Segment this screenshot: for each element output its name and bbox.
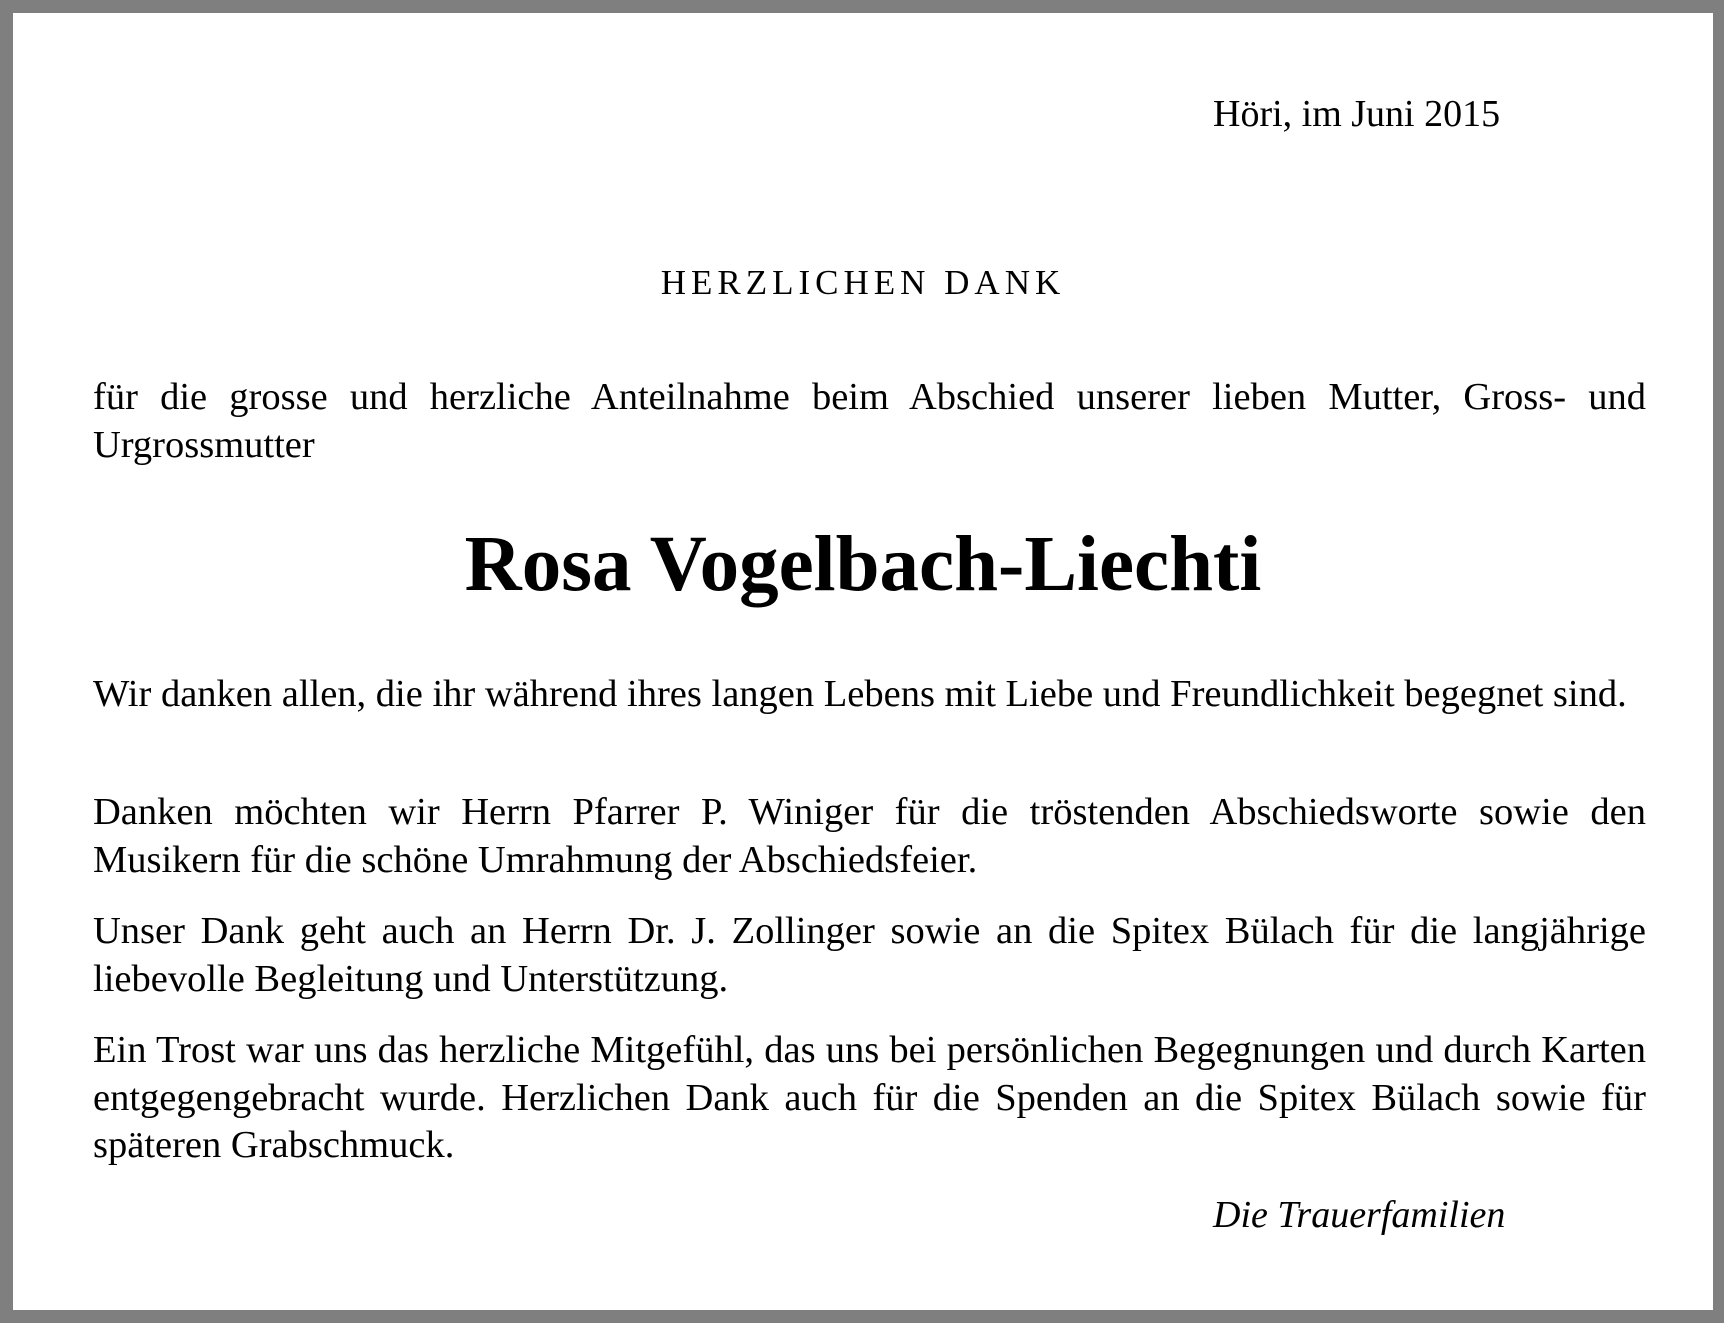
paragraph: Danken möchten wir Herrn Pfarrer P. Winiger für die tröstenden Abschiedsworte sowie den Musikern für die schöne Umrahmung der Abschiedsfeier. (93, 791, 1646, 881)
place-date: Höri, im Juni 2015 (1213, 93, 1501, 135)
paragraph: Unser Dank geht auch an Herrn Dr. J. Zollinger sowie an die Spitex Bülach für die langjährige liebevolle Begleitung und Unterstützung. (93, 910, 1646, 1000)
signature: Die Trauerfamilien (1213, 1194, 1506, 1236)
paragraph: Ein Trost war uns das herzliche Mitgefühl, das uns bei persönlichen Begegnungen und durch Karten entgegengebracht wurde. Herzlichen Dank auch für die Spenden an die Spitex Bülach sowie für späteren Grabschmuck. (93, 1029, 1646, 1166)
heading: HERZLICHEN DANK (660, 263, 1066, 302)
deceased-name: Rosa Vogelbach-Liechti (464, 521, 1262, 608)
notice-page (13, 13, 1713, 1310)
intro-text: für die grosse und herzliche Anteilnahme beim Abschied unserer lieben Mutter, Gross- und Urgrossmutter (93, 376, 1646, 466)
paragraph: Wir danken allen, die ihr während ihres langen Lebens mit Liebe und Freundlichkeit begegnet sind. (93, 673, 1627, 715)
